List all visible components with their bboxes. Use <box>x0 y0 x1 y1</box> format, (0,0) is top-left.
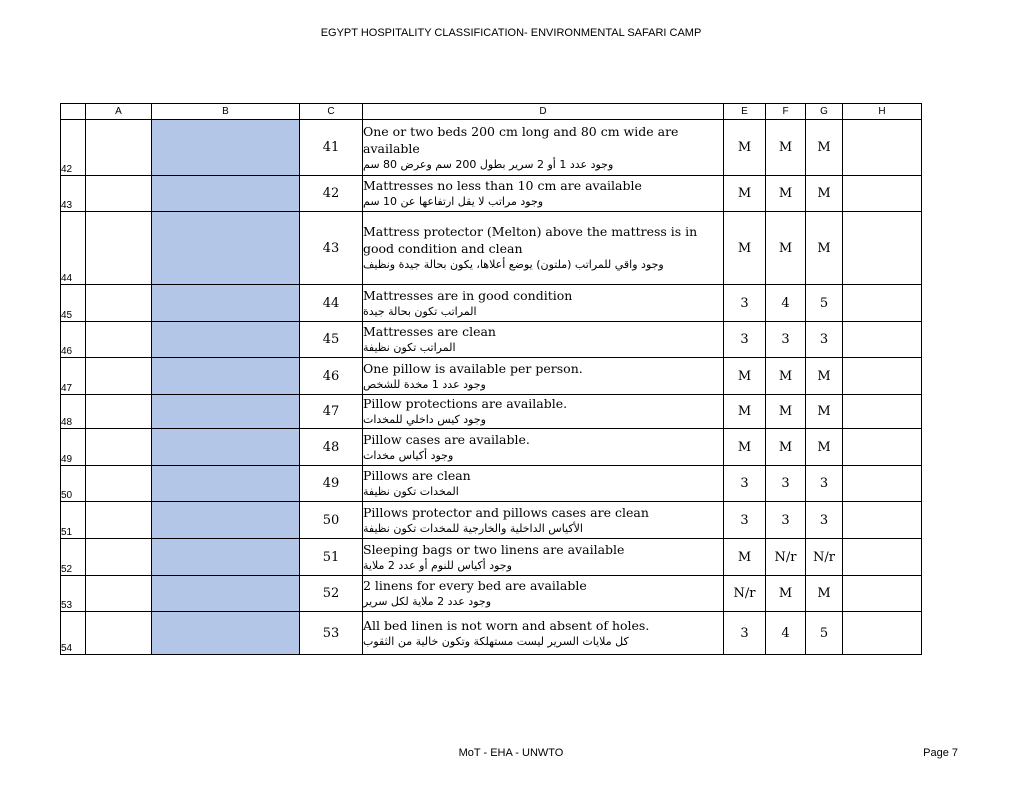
row-number: 49 <box>61 429 86 466</box>
criterion-description <box>363 358 724 395</box>
criterion-number: 53 <box>300 612 363 655</box>
criterion-number: 50 <box>300 502 363 539</box>
table-row <box>61 120 922 176</box>
criterion-number: 43 <box>300 212 363 285</box>
value-e: M <box>724 212 766 285</box>
cell-a <box>86 212 152 285</box>
cell-a <box>86 322 152 358</box>
cell-a <box>86 395 152 429</box>
criterion-number: 49 <box>300 466 363 502</box>
column-header-a: A <box>86 104 152 120</box>
criterion-text-english: Sleeping bags or two linens are available <box>363 541 625 557</box>
column-header-g: G <box>806 104 843 120</box>
criterion-text-arabic: وجود مراتب لا يقل ارتفاعها عن 10 سم <box>363 195 544 208</box>
value-g: 3 <box>806 502 843 539</box>
cell-b <box>152 502 300 539</box>
table-row <box>61 612 922 655</box>
value-e: 3 <box>724 285 766 322</box>
value-g: 3 <box>806 466 843 502</box>
cell-h <box>843 285 922 322</box>
criterion-description <box>363 466 724 502</box>
cell-b <box>152 176 300 212</box>
value-f: M <box>766 576 806 612</box>
criterion-text-english: Mattresses are clean <box>363 324 496 339</box>
table-row <box>61 358 922 395</box>
value-g: M <box>806 358 843 395</box>
table-row <box>61 429 922 466</box>
criterion-text-arabic: الأكياس الداخلية والخارجية للمخدات تكون نظيفة <box>363 521 583 535</box>
table-row <box>61 502 922 539</box>
value-g: 5 <box>806 285 843 322</box>
criterion-description <box>363 212 724 285</box>
criterion-description <box>363 176 724 212</box>
value-g: M <box>806 120 843 176</box>
column-header-d: D <box>363 104 724 120</box>
criterion-text-arabic: كل ملايات السرير ليست مستهلكة وتكون خالية من الثقوب <box>363 634 629 648</box>
row-number: 53 <box>61 576 86 612</box>
value-f: 3 <box>766 466 806 502</box>
cell-b <box>152 395 300 429</box>
cell-b <box>152 539 300 576</box>
criterion-text-english: 2 linens for every bed are available <box>363 578 587 593</box>
criterion-text-arabic: وجود عدد 1 مخدة للشخص <box>363 377 486 391</box>
criterion-description <box>363 612 724 655</box>
cell-a <box>86 358 152 395</box>
cell-h <box>843 322 922 358</box>
criterion-text-english: Mattresses no less than 10 cm are available <box>363 178 642 193</box>
corner-cell <box>61 104 86 120</box>
criterion-text-english: One pillow is available per person. <box>363 360 583 376</box>
row-number: 52 <box>61 539 86 576</box>
criterion-text-arabic: وجود عدد 2 ملاية لكل سرير <box>363 595 491 608</box>
value-g: M <box>806 176 843 212</box>
criterion-number: 45 <box>300 322 363 358</box>
value-e: 3 <box>724 466 766 502</box>
criterion-number: 52 <box>300 576 363 612</box>
value-f: M <box>766 395 806 429</box>
row-number: 54 <box>61 612 86 655</box>
cell-a <box>86 466 152 502</box>
value-f: 3 <box>766 502 806 539</box>
criterion-text-english: One or two beds 200 cm long and 80 cm wide are available <box>363 123 679 156</box>
row-number: 46 <box>61 322 86 358</box>
column-header-h: H <box>843 104 922 120</box>
column-header-row <box>61 104 922 120</box>
cell-h <box>843 395 922 429</box>
cell-b <box>152 322 300 358</box>
column-header-f: F <box>766 104 806 120</box>
cell-b <box>152 285 300 322</box>
value-g: M <box>806 212 843 285</box>
cell-b <box>152 358 300 395</box>
cell-a <box>86 612 152 655</box>
table-row <box>61 212 922 285</box>
table-row <box>61 576 922 612</box>
cell-h <box>843 212 922 285</box>
cell-h <box>843 576 922 612</box>
criterion-description <box>363 395 724 429</box>
criterion-number: 51 <box>300 539 363 576</box>
value-g: N/r <box>806 539 843 576</box>
value-g: 5 <box>806 612 843 655</box>
cell-h <box>843 429 922 466</box>
cell-h <box>843 502 922 539</box>
footer-org: MoT - EHA - UNWTO <box>458 747 564 759</box>
value-f: M <box>766 120 806 176</box>
criterion-number: 46 <box>300 358 363 395</box>
value-g: M <box>806 395 843 429</box>
column-header-b: B <box>152 104 300 120</box>
criterion-text-english: Pillow protections are available. <box>363 396 568 411</box>
table-row <box>61 395 922 429</box>
cell-b <box>152 120 300 176</box>
cell-a <box>86 285 152 322</box>
criterion-description <box>363 285 724 322</box>
row-number: 45 <box>61 285 86 322</box>
cell-a <box>86 576 152 612</box>
criterion-number: 42 <box>300 176 363 212</box>
table-row <box>61 176 922 212</box>
value-e: M <box>724 120 766 176</box>
cell-b <box>152 429 300 466</box>
cell-h <box>843 120 922 176</box>
row-number: 47 <box>61 358 86 395</box>
criterion-text-arabic: وجود كيس داخلي للمخدات <box>363 413 486 426</box>
criterion-text-english: All bed linen is not worn and absent of holes. <box>363 617 650 633</box>
cell-h <box>843 612 922 655</box>
cell-a <box>86 539 152 576</box>
criterion-description <box>363 120 724 176</box>
value-f: 4 <box>766 285 806 322</box>
criterion-text-arabic: المراتب تكون نظيفة <box>363 341 456 354</box>
table-row <box>61 285 922 322</box>
value-f: M <box>766 212 806 285</box>
cell-a <box>86 120 152 176</box>
value-e: 3 <box>724 612 766 655</box>
value-e: 3 <box>724 322 766 358</box>
criterion-description <box>363 322 724 358</box>
table-row <box>61 466 922 502</box>
criterion-text-arabic: المراتب تكون بحالة جيدة <box>363 304 477 318</box>
cell-h <box>843 466 922 502</box>
cell-b <box>152 466 300 502</box>
criteria-table <box>60 103 922 655</box>
criterion-description <box>363 539 724 576</box>
criterion-text-english: Pillow cases are available. <box>363 431 530 447</box>
value-g: 3 <box>806 322 843 358</box>
cell-b <box>152 612 300 655</box>
value-f: M <box>766 176 806 212</box>
criterion-text-arabic: وجود واقي للمراتب (ملتون) يوضع أعلاها، يكون بحالة جيدة ونظيف <box>363 258 664 271</box>
value-f: 3 <box>766 322 806 358</box>
value-f: M <box>766 358 806 395</box>
criterion-number: 47 <box>300 395 363 429</box>
value-e: N/r <box>724 576 766 612</box>
row-number: 43 <box>61 176 86 212</box>
cell-h <box>843 176 922 212</box>
column-header-e: E <box>724 104 766 120</box>
value-g: M <box>806 429 843 466</box>
value-e: M <box>724 429 766 466</box>
table-row <box>61 539 922 576</box>
criterion-text-arabic: وجود أكياس مخدات <box>363 448 454 462</box>
cell-b <box>152 576 300 612</box>
value-e: 3 <box>724 502 766 539</box>
value-f: N/r <box>766 539 806 576</box>
cell-a <box>86 502 152 539</box>
cell-h <box>843 539 922 576</box>
value-f: M <box>766 429 806 466</box>
criterion-number: 44 <box>300 285 363 322</box>
row-number: 42 <box>61 120 86 176</box>
table-row <box>61 322 922 358</box>
criterion-description <box>363 429 724 466</box>
criterion-number: 48 <box>300 429 363 466</box>
criterion-number: 41 <box>300 120 363 176</box>
value-e: M <box>724 176 766 212</box>
criterion-text-arabic: المخدات تكون نظيفة <box>363 485 459 498</box>
row-number: 51 <box>61 502 86 539</box>
value-e: M <box>724 358 766 395</box>
value-g: M <box>806 576 843 612</box>
row-number: 50 <box>61 466 86 502</box>
cell-a <box>86 176 152 212</box>
criterion-text-arabic: وجود عدد 1 أو 2 سرير بطول 200 سم وعرض 80 سم <box>363 157 614 171</box>
criterion-text-english: Mattress protector (Melton) above the mattress is in good condition and clean <box>363 224 698 256</box>
cell-b <box>152 212 300 285</box>
column-header-c: C <box>300 104 363 120</box>
criterion-text-english: Pillows are clean <box>363 468 471 483</box>
cell-h <box>843 358 922 395</box>
criterion-text-english: Pillows protector and pillows cases are clean <box>363 504 649 520</box>
criterion-description <box>363 502 724 539</box>
page-number: Page 7 <box>923 747 958 759</box>
criterion-text-arabic: وجود أكياس للنوم أو عدد 2 ملاية <box>363 558 512 572</box>
row-number: 48 <box>61 395 86 429</box>
criterion-text-english: Mattresses are in good condition <box>363 287 573 303</box>
criterion-description <box>363 576 724 612</box>
value-f: 4 <box>766 612 806 655</box>
cell-a <box>86 429 152 466</box>
value-e: M <box>724 539 766 576</box>
row-number: 44 <box>61 212 86 285</box>
value-e: M <box>724 395 766 429</box>
page-title: EGYPT HOSPITALITY CLASSIFICATION- ENVIRONMENTAL SAFARI CAMP <box>320 27 702 39</box>
